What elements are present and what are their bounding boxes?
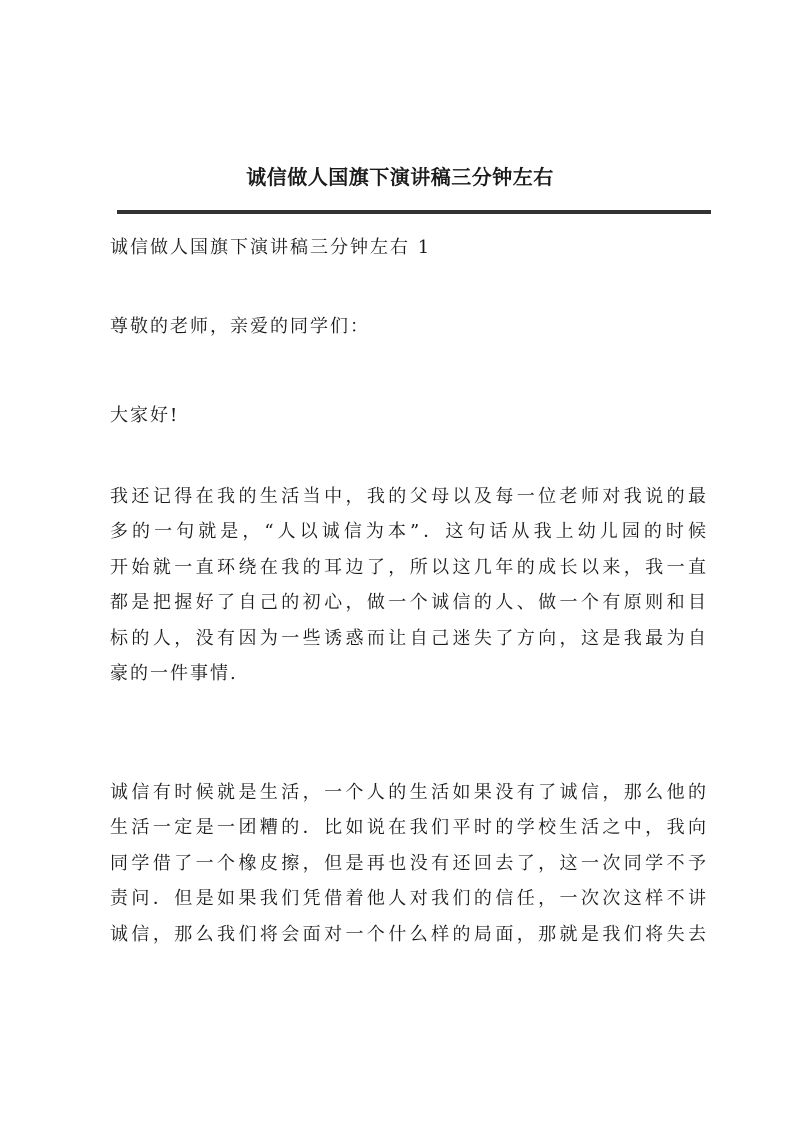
salutation: [110, 398, 708, 433]
speech-subtitle-text: 诚信做人国旗下演讲稿三分钟左右 1: [110, 237, 432, 258]
paragraph-2: [110, 775, 708, 952]
paragraph-line: 标的人，没有因为一些诱惑而让自己迷失了方向，这是我最为自: [110, 627, 708, 649]
paragraph-line: 诚信有时候就是生活，一个人的生活如果没有了诚信，那么他的: [110, 782, 708, 803]
title-divider: [117, 210, 711, 214]
greeting: [110, 309, 708, 344]
paragraph-line: 诚信，那么我们将会面对一个什么样的局面，那就是我们将失去: [110, 923, 708, 945]
paragraph-line: 我还记得在我的生活当中，我的父母以及每一位老师对我说的最: [110, 486, 708, 507]
paragraph-line: 多的一句就是，“人以诚信为本”．这句话从我上幼儿园的时候: [110, 521, 708, 543]
paragraph-line: 同学借了一个橡皮擦，但是再也没有还回去了，这一次同学不予: [110, 852, 708, 874]
salutation-text: 大家好!: [110, 405, 180, 426]
paragraph-line: 豪的一件事情.: [110, 662, 238, 684]
paragraph-line: 生活一定是一团糟的．比如说在我们平时的学校生活之中，我向: [110, 817, 708, 839]
paragraph-line: 都是把握好了自己的初心，做一个诚信的人、做一个有原则和目: [110, 592, 708, 614]
greeting-text: 尊敬的老师，亲爱的同学们：: [110, 316, 370, 337]
paragraph-line: 责问．但是如果我们凭借着他人对我们的信任，一次次这样不讲: [110, 888, 708, 910]
document-title: 诚信做人国旗下演讲稿三分钟左右: [246, 165, 554, 189]
paragraph-1: [110, 479, 708, 691]
paragraph-line: 开始就一直环绕在我的耳边了，所以这几年的成长以来，我一直: [110, 556, 708, 578]
speech-subtitle: [110, 230, 708, 265]
